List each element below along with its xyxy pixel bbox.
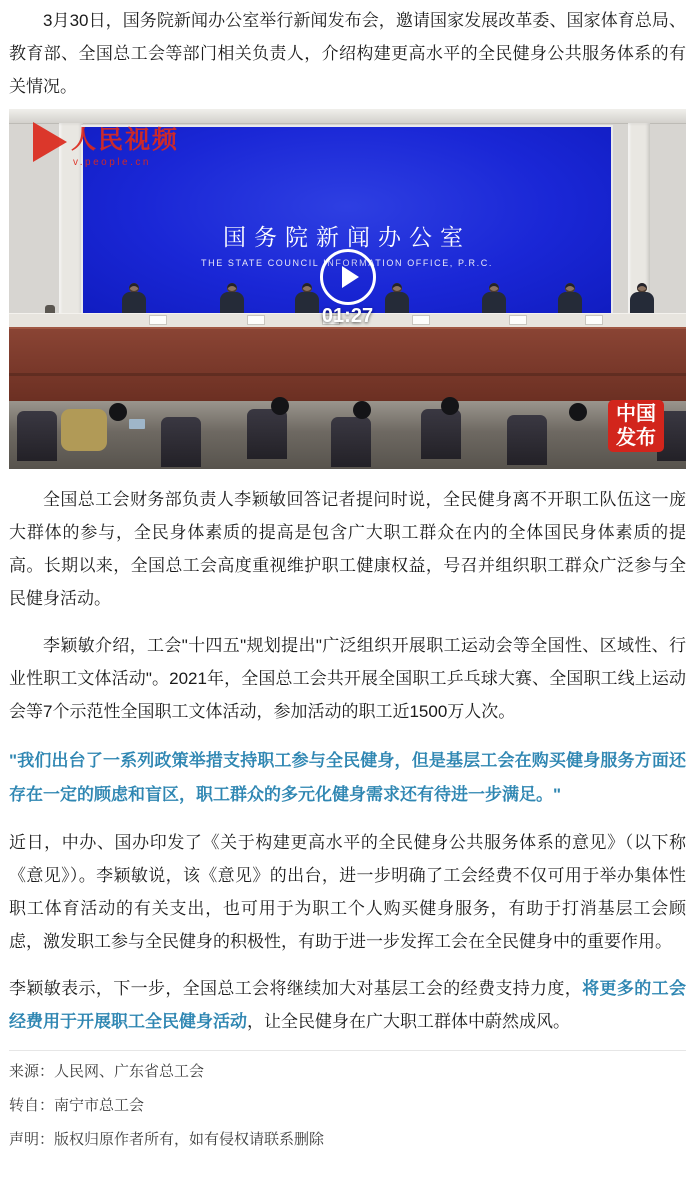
audience-chair	[161, 417, 201, 467]
repost-line: 转自：南宁市总工会	[9, 1097, 145, 1114]
paragraph-opinions: 近日，中办、国办印发了《关于构建更高水平的全民健身公共服务体系的意见》（以下称《意见》）。李颖敏说，该《意见》的出台，进一步明确了工会经费不仅可用于举办集体性职工体育活动的有关支出，也可用于为职工个人购买健身服务，有助于打消基层工会顾虑，激发职工参与全民健身的积极性，有助于进一步发挥工会在全民健身中的重要作用。	[9, 833, 686, 951]
audience-chair	[331, 417, 371, 467]
disclaimer-line: 声明：版权归原作者所有，如有侵权请联系删除	[9, 1131, 325, 1148]
china-release-badge	[608, 400, 664, 452]
article-footer	[9, 1051, 686, 1163]
paragraph-next-step-highlight: 将更多的工会经费用于开展职工全民健身活动	[9, 979, 686, 1031]
screen-subtitle: THE STATE COUNCIL INFORMATION OFFICE, P.R.C.	[201, 258, 493, 268]
paragraph-next-step-lead: 李颖敏表示，下一步，全国总工会将继续加大对基层工会的经费支持力度，	[9, 979, 583, 998]
audience-silhouette	[271, 397, 289, 415]
screen-title: 国务院新闻办公室	[223, 224, 471, 250]
article-body	[0, 4, 695, 1163]
play-triangle-icon	[33, 122, 67, 162]
laptop	[129, 419, 145, 429]
audience-silhouette	[61, 409, 107, 451]
logo-text	[71, 120, 179, 168]
paragraph-quote: "我们出台了一系列政策举措支持职工参与全民健身，但是基层工会在购买健身服务方面还存在一定的顾虑和盲区，职工群众的多元化健身需求还有待进一步满足。"	[9, 751, 686, 804]
audience-chair	[421, 409, 461, 459]
play-icon	[342, 266, 359, 288]
audience-chair	[247, 409, 287, 459]
logo-title: 人民视频	[71, 126, 180, 154]
paragraph-li-answer: 全国总工会财务部负责人李颖敏回答记者提问时说，全民健身离不开职工队伍这一庞大群体的参与，全民身体素质的提高是包含广大职工群众在内的全体国民身体素质的提高。长期以来，全国总工会高度重视维护职工健康权益，号召并组织职工群众广泛参与全民健身活动。	[9, 490, 686, 608]
podium-table-front	[9, 327, 686, 403]
audience-silhouette	[353, 401, 371, 419]
source-line: 来源：人民网、广东省总工会	[9, 1063, 205, 1080]
audience-silhouette	[109, 403, 127, 421]
paragraph-li-intro: 李颖敏介绍，工会"十四五"规划提出"广泛组织开展职工运动会等全国性、区域性、行业性职工文体活动"。2021年，全国总工会共开展全国职工乒乓球大赛、全国职工线上运动会等7个示范性全国职工文体活动，参加活动的职工近1500万人次。	[9, 636, 686, 721]
audience-silhouette	[441, 397, 459, 415]
audience-area	[9, 401, 686, 469]
play-button[interactable]	[320, 249, 376, 305]
badge-line1: 中国	[616, 403, 656, 425]
video-player[interactable]	[9, 109, 686, 469]
audience-chair	[17, 411, 57, 461]
audience-silhouette	[569, 403, 587, 421]
people-video-logo	[33, 120, 179, 168]
logo-url: v.people.cn	[73, 157, 151, 168]
video-timestamp: 01:27	[321, 305, 374, 327]
paragraph-next-step	[9, 972, 686, 1038]
paragraph-intro: 3月30日，国务院新闻办公室举行新闻发布会，邀请国家发展改革委、国家体育总局、教育部、全国总工会等部门相关负责人，介绍构建更高水平的全民健身公共服务体系的有关情况。	[9, 11, 686, 96]
badge-line2: 发布	[616, 427, 656, 449]
paragraph-next-step-tail: ，让全民健身在广大职工群体中蔚然成风。	[247, 1012, 570, 1031]
audience-chair	[507, 415, 547, 465]
